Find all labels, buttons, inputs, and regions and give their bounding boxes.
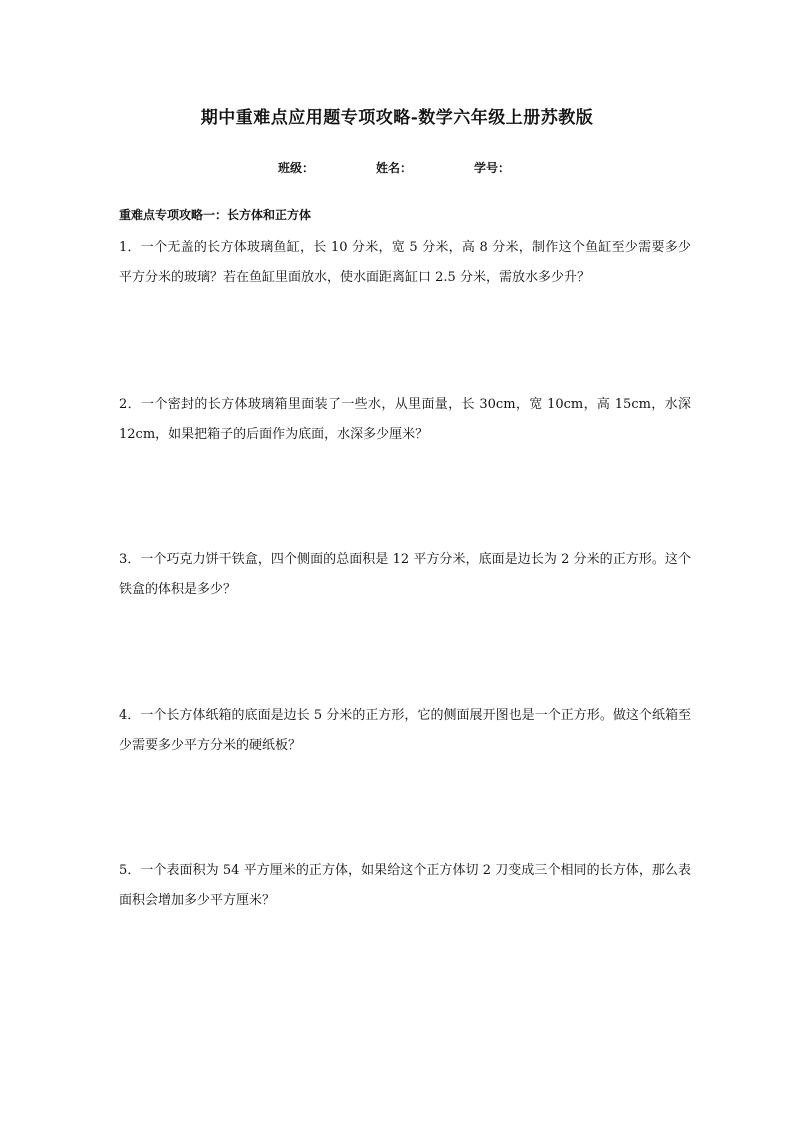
question-1: 1．一个无盖的长方体玻璃鱼缸，长 10 分米，宽 5 分米，高 8 分米，制作这个鱼缸至少需要多少平方分米的玻璃？若在鱼缸里面放水，使水面距离缸口 2.5 分米，需放水多少升？ xyxy=(119,240,691,285)
document-title: 期中重难点应用题专项攻略-数学六年级上册苏教版 xyxy=(200,108,594,128)
question-5: 5．一个表面积为 54 平方厘米的正方体，如果给这个正方体切 2 刀变成三个相同的长方体，那么表面积会增加多少平方厘米？ xyxy=(119,863,691,908)
question-4: 4．一个长方体纸箱的底面是边长 5 分米的正方形，它的侧面展开图也是一个正方形。做这个纸箱至少需要多少平方分米的硬纸板？ xyxy=(119,708,691,753)
student-id-label: 学号： xyxy=(474,161,511,175)
class-label: 班级： xyxy=(278,161,315,175)
question-2: 2．一个密封的长方体玻璃箱里面装了一些水，从里面量，长 30cm，宽 10cm，高 15cm，水深 12cm，如果把箱子的后面作为底面，水深多少厘米？ xyxy=(119,397,691,442)
name-label: 姓名： xyxy=(376,161,413,175)
section-heading: 重难点专项攻略一：长方体和正方体 xyxy=(119,208,312,222)
student-info-row xyxy=(0,159,794,179)
question-3: 3．一个巧克力饼干铁盒，四个侧面的总面积是 12 平方分米，底面是边长为 2 分米的正方形。这个铁盒的体积是多少？ xyxy=(119,552,691,597)
